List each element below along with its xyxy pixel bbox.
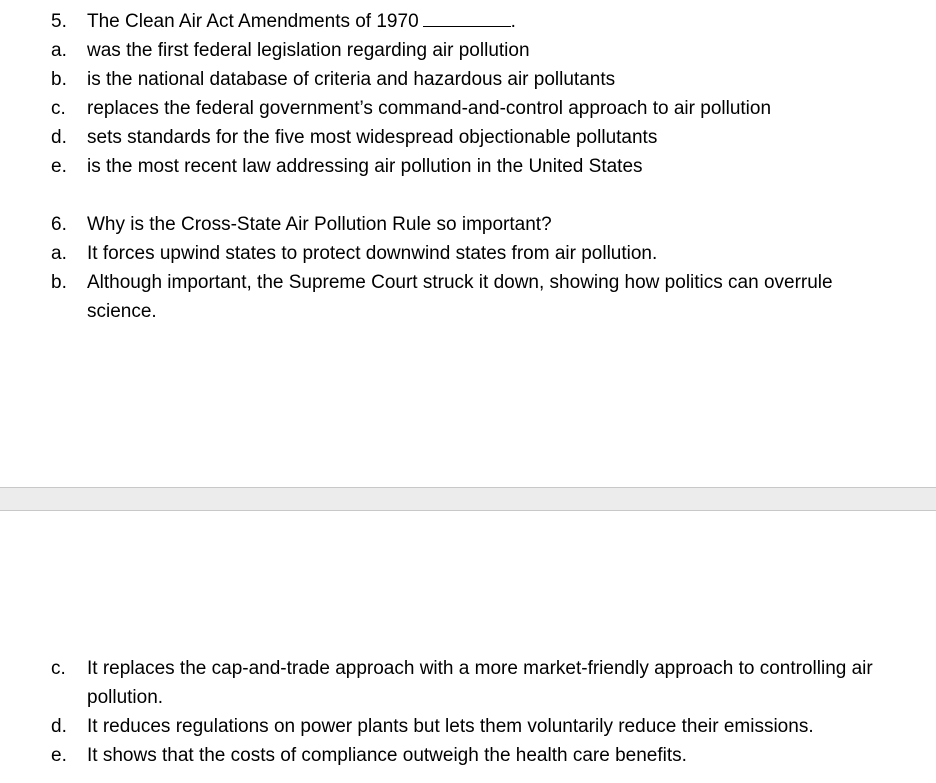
- option-text: It forces upwind states to protect downwind states from air pollution.: [87, 243, 658, 264]
- option-text: Although important, the Supreme Court struck it down, showing how politics can overrule: [87, 272, 833, 293]
- option-text: It shows that the costs of compliance outweigh the health care benefits.: [87, 745, 687, 766]
- option-text: It reduces regulations on power plants but lets them voluntarily reduce their emissions.: [87, 716, 814, 737]
- option-text: replaces the federal government’s command-and-control approach to air pollution: [87, 98, 772, 119]
- option-letter: c.: [51, 658, 66, 679]
- option-text: is the most recent law addressing air pollution in the United States: [87, 156, 643, 177]
- question-end-period: .: [510, 11, 516, 32]
- question-text: Why is the Cross-State Air Pollution Rule so important?: [87, 214, 552, 235]
- answer-blank-line: [423, 8, 511, 27]
- option-letter: d.: [51, 127, 67, 148]
- option-text: sets standards for the five most widespread objectionable pollutants: [87, 127, 658, 148]
- page-break-gap: [0, 487, 936, 511]
- option-text-continuation: science.: [87, 301, 157, 322]
- option-letter: b.: [51, 69, 67, 90]
- option-letter: a.: [51, 243, 67, 264]
- option-text: was the first federal legislation regarding air pollution: [87, 40, 530, 61]
- option-letter: e.: [51, 156, 67, 177]
- option-text: is the national database of criteria and hazardous air pollutants: [87, 69, 616, 90]
- question-text: The Clean Air Act Amendments of 1970: [87, 11, 419, 32]
- option-letter: a.: [51, 40, 67, 61]
- option-letter: e.: [51, 745, 67, 766]
- option-letter: d.: [51, 716, 67, 737]
- option-text: It replaces the cap-and-trade approach with a more market-friendly approach to controlling air: [87, 658, 873, 679]
- document-page-bottom: [0, 511, 936, 783]
- question-number: 5.: [51, 11, 67, 32]
- option-letter: b.: [51, 272, 67, 293]
- option-letter: c.: [51, 98, 66, 119]
- question-number: 6.: [51, 214, 67, 235]
- option-text-continuation: pollution.: [87, 687, 164, 708]
